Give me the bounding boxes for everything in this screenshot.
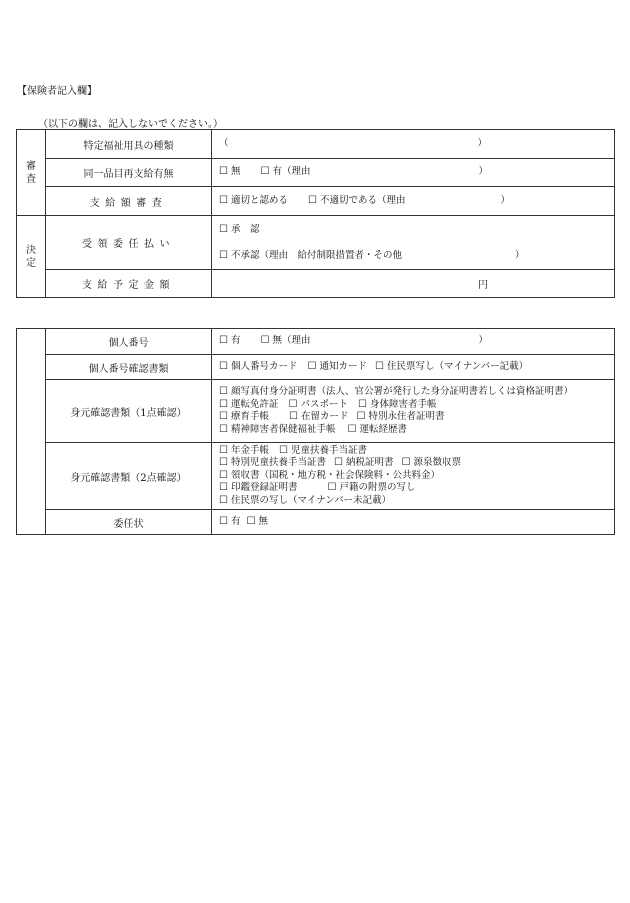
my-number-docs-label: 個人番号確認書類 bbox=[46, 355, 212, 380]
my-number-label: 個人番号 bbox=[46, 329, 212, 355]
checkbox-yes[interactable]: ☐ bbox=[219, 335, 228, 347]
group-decision-text: 決定 bbox=[26, 244, 36, 269]
checkbox-reject[interactable]: ☐ bbox=[219, 249, 228, 261]
checkbox-special-permanent[interactable]: ☐ bbox=[356, 411, 366, 422]
equipment-type-label: 特定福祉用具の種類 bbox=[46, 130, 212, 159]
id-docs-one-value bbox=[212, 380, 615, 443]
row-my-number bbox=[17, 329, 615, 355]
opt-child-allowance: 児童扶養手当証書 bbox=[290, 444, 367, 456]
opt-drivers-license: 運転免許証 bbox=[230, 398, 279, 410]
checkbox-seal-cert[interactable]: ☐ bbox=[219, 482, 228, 494]
checkbox-photo-id[interactable]: ☐ bbox=[219, 386, 228, 397]
row-id-docs-two bbox=[17, 443, 615, 510]
row-same-item-resupply bbox=[17, 159, 615, 187]
opt-driving-record: 運転経歴書 bbox=[359, 423, 407, 435]
opt-mental-health-cert: 精神障害者保健福祉手帳 bbox=[230, 423, 336, 435]
open-paren: （ bbox=[219, 137, 229, 149]
checkbox-yes[interactable]: ☐ bbox=[219, 515, 228, 527]
opt-yes-label: 有 bbox=[230, 335, 241, 347]
opt-special-child-allowance: 特別児童扶養手当証書 bbox=[230, 457, 326, 469]
opt-special-permanent: 特別永住者証明書 bbox=[368, 411, 445, 422]
checkbox-drivers-license[interactable]: ☐ bbox=[219, 398, 228, 410]
delegated-payment-label bbox=[46, 216, 212, 270]
review-decision-table bbox=[16, 129, 615, 298]
checkbox-passport[interactable]: ☐ bbox=[288, 398, 298, 410]
id-docs-two-value bbox=[212, 443, 615, 510]
checkbox-appropriate[interactable]: ☐ bbox=[219, 194, 228, 206]
opt-family-register-copy: 戸籍の附票の写し bbox=[339, 482, 416, 494]
yen-unit: 円 bbox=[478, 280, 488, 291]
opt-none-label: 無 bbox=[230, 166, 241, 178]
opt-passport: パスポート bbox=[300, 398, 348, 410]
amount-review-value bbox=[212, 187, 615, 216]
checkbox-resident-copy[interactable]: ☐ bbox=[219, 494, 228, 506]
close-paren: ） bbox=[477, 137, 488, 149]
opt-photo-id: 顔写真付身分証明書（法人、官公署が発行した身分証明書若しくは資格証明書） bbox=[230, 386, 573, 397]
row-scheduled-amount bbox=[17, 270, 615, 298]
checkbox-disability-cert[interactable]: ☐ bbox=[357, 398, 367, 410]
checkbox-no[interactable]: ☐ bbox=[246, 515, 256, 527]
scheduled-amount-text: 支給予定金額 bbox=[82, 280, 175, 291]
group-review-label bbox=[17, 130, 46, 216]
opt-no-label: 無 bbox=[258, 515, 268, 527]
close-paren: ） bbox=[478, 166, 488, 178]
do-not-fill-notice: （以下の欄は、記入しないでください。） bbox=[38, 119, 223, 130]
row-equipment-type bbox=[17, 130, 615, 159]
row-power-of-attorney bbox=[17, 510, 615, 535]
checkbox-my-number-card[interactable]: ☐ bbox=[219, 360, 228, 372]
checkbox-no[interactable]: ☐ bbox=[260, 335, 270, 347]
id-docs-one-label: 身元確認書類（1点確認） bbox=[46, 380, 212, 443]
amount-review-label bbox=[46, 187, 212, 216]
opt-yes-label: 有 bbox=[230, 515, 241, 527]
identity-verification-table bbox=[16, 328, 615, 535]
checkbox-withholding-slip[interactable]: ☐ bbox=[401, 457, 411, 469]
delegated-payment-text: 受領委任払い bbox=[82, 239, 175, 250]
row-my-number-docs bbox=[17, 355, 615, 380]
opt-my-number-card: 個人番号カード bbox=[230, 360, 298, 372]
checkbox-driving-record[interactable]: ☐ bbox=[347, 423, 357, 435]
opt-reject-label: 不承認（理由 給付制限措置者・その他 bbox=[230, 249, 402, 261]
opt-receipt: 領収書（国税・地方税・社会保険料・公共料金） bbox=[230, 469, 440, 481]
amount-review-text: 支給額審査 bbox=[89, 197, 168, 209]
checkbox-residence-card[interactable]: ☐ bbox=[288, 411, 298, 422]
checkbox-yes[interactable]: ☐ bbox=[260, 166, 270, 178]
opt-disability-cert: 身体障害者手帳 bbox=[369, 398, 437, 410]
checkbox-receipt[interactable]: ☐ bbox=[219, 469, 228, 481]
checkbox-none[interactable]: ☐ bbox=[219, 166, 228, 178]
opt-notice-card: 通知カード bbox=[319, 360, 367, 372]
power-of-attorney-label: 委任状 bbox=[46, 510, 212, 535]
close-paren: ） bbox=[478, 335, 488, 347]
same-item-label: 同一品目再支給有無 bbox=[46, 159, 212, 187]
checkbox-approve[interactable]: ☐ bbox=[219, 223, 228, 235]
row-id-docs-one bbox=[17, 380, 615, 443]
checkbox-mental-health-cert[interactable]: ☐ bbox=[219, 423, 228, 435]
checkbox-inappropriate[interactable]: ☐ bbox=[307, 194, 317, 206]
opt-pension-book: 年金手帳 bbox=[230, 444, 269, 456]
id-docs-two-label: 身元確認書類（2点確認） bbox=[46, 443, 212, 510]
checkbox-resident-record[interactable]: ☐ bbox=[374, 360, 384, 372]
equipment-type-value bbox=[212, 130, 615, 159]
my-number-value bbox=[212, 329, 615, 355]
identity-group-blank bbox=[17, 329, 46, 535]
opt-resident-copy: 住民票の写し（マイナンバー未記載） bbox=[230, 494, 392, 506]
opt-yes-label: 有（理由 bbox=[272, 166, 311, 178]
opt-approve-label: 承 認 bbox=[230, 223, 260, 235]
close-paren: ） bbox=[500, 194, 510, 206]
scheduled-amount-label bbox=[46, 270, 212, 298]
checkbox-rehab-cert[interactable]: ☐ bbox=[219, 411, 228, 422]
insurer-section-title: 【保険者記入欄】 bbox=[17, 86, 97, 97]
opt-appropriate-label: 適切と認める bbox=[230, 194, 288, 206]
row-delegated-payment bbox=[17, 216, 615, 270]
opt-rehab-cert: 療育手帳 bbox=[230, 411, 269, 422]
opt-seal-cert: 印鑑登録証明書 bbox=[230, 482, 298, 494]
close-paren: ） bbox=[514, 249, 525, 261]
checkbox-special-child-allowance[interactable]: ☐ bbox=[219, 457, 228, 469]
power-of-attorney-value bbox=[212, 510, 615, 535]
checkbox-pension-book[interactable]: ☐ bbox=[219, 444, 228, 456]
opt-residence-card: 在留カード bbox=[300, 411, 349, 422]
opt-withholding-slip: 源泉徴収票 bbox=[413, 457, 461, 469]
group-decision-label bbox=[17, 216, 46, 298]
row-amount-review bbox=[17, 187, 615, 216]
opt-resident-record: 住民票写し（マイナンバー記載） bbox=[386, 360, 529, 372]
checkbox-tax-cert[interactable]: ☐ bbox=[333, 457, 343, 469]
opt-no-label: 無（理由 bbox=[272, 335, 311, 347]
delegated-payment-value bbox=[212, 216, 615, 270]
opt-inappropriate-label: 不適切である（理由 bbox=[319, 194, 406, 206]
checkbox-family-register-copy[interactable]: ☐ bbox=[327, 482, 337, 494]
opt-tax-cert: 納税証明書 bbox=[345, 457, 394, 469]
same-item-value bbox=[212, 159, 615, 187]
my-number-docs-value bbox=[212, 355, 615, 380]
checkbox-child-allowance[interactable]: ☐ bbox=[278, 444, 288, 456]
checkbox-notice-card[interactable]: ☐ bbox=[307, 360, 317, 372]
scheduled-amount-value bbox=[212, 270, 615, 298]
group-review-text: 審査 bbox=[26, 160, 36, 185]
